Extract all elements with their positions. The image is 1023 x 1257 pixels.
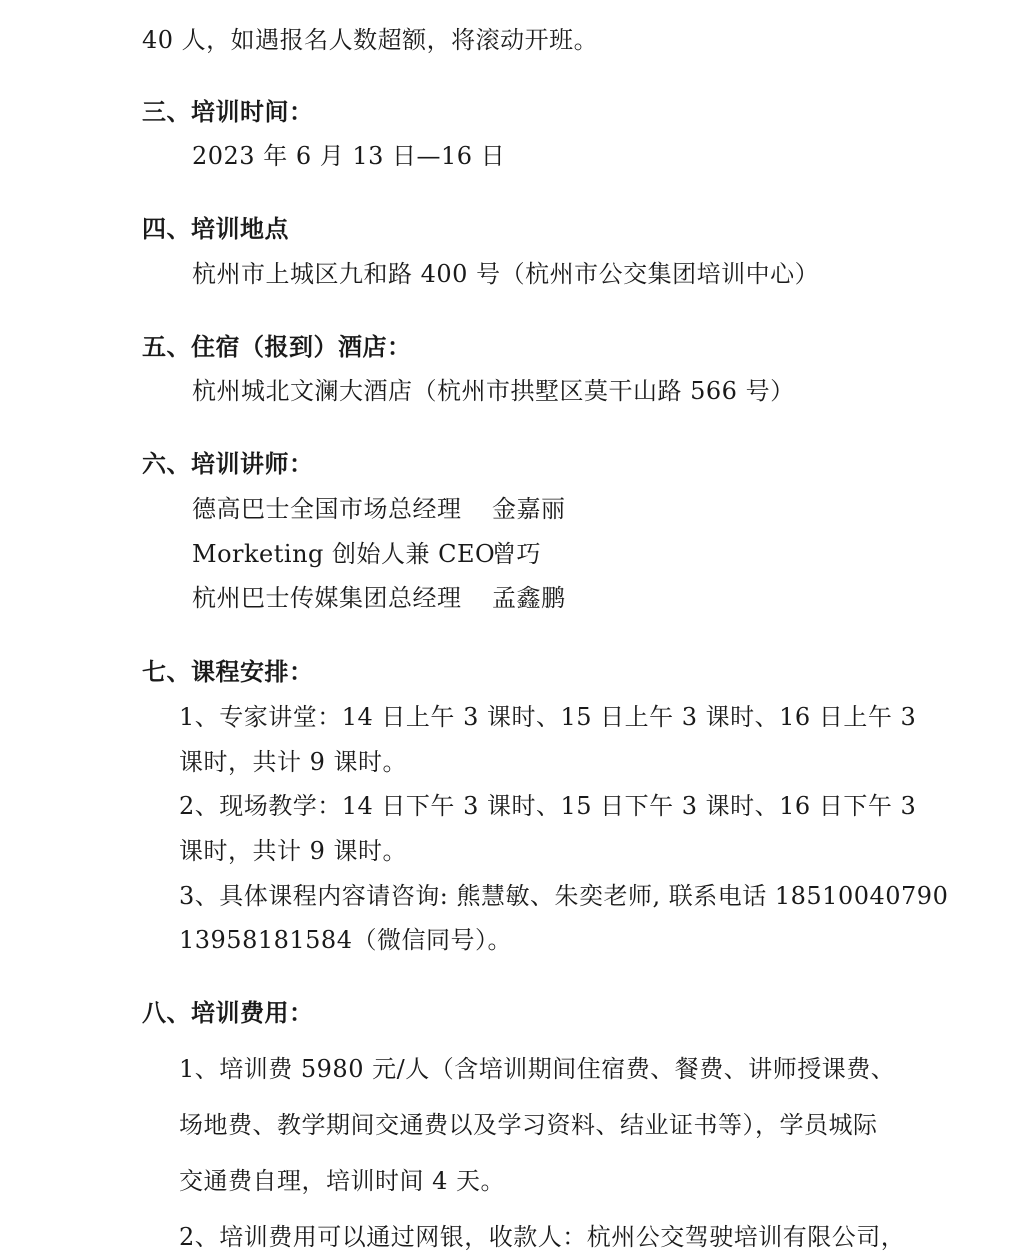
training-time-text: 2023 年 6 月 13 日—16 日 bbox=[192, 142, 506, 170]
schedule-line: 13958181584（微信同号）。 bbox=[179, 926, 512, 954]
section-heading-schedule: 七、课程安排： bbox=[142, 658, 314, 686]
teacher-name: 孟鑫鹏 bbox=[492, 584, 566, 612]
section-heading-fees: 八、培训费用： bbox=[142, 999, 314, 1027]
teacher-role: Morketing 创始人兼 CEO bbox=[192, 540, 496, 568]
teacher-name: 曾巧 bbox=[492, 540, 541, 568]
teacher-role: 杭州巴士传媒集团总经理 bbox=[192, 584, 462, 612]
schedule-line: 课时，共计 9 课时。 bbox=[179, 837, 408, 865]
fees-line: 交通费自理，培训时间 4 天。 bbox=[179, 1167, 506, 1195]
hotel-text: 杭州城北文澜大酒店（杭州市拱墅区莫干山路 566 号） bbox=[192, 377, 795, 405]
schedule-line: 2、现场教学：14 日下午 3 课时、15 日下午 3 课时、16 日下午 3 bbox=[179, 792, 917, 820]
teacher-row bbox=[192, 494, 566, 524]
section-heading-teachers: 六、培训讲师： bbox=[142, 450, 314, 478]
section-heading-location: 四、培训地点 bbox=[142, 215, 289, 243]
schedule-line: 3、具体课程内容请咨询: 熊慧敏、朱奕老师, 联系电话 18510040790 bbox=[179, 882, 949, 910]
teacher-row bbox=[192, 583, 566, 613]
intro-line: 40 人，如遇报名人数超额，将滚动开班。 bbox=[142, 26, 599, 54]
fees-line: 场地费、教学期间交通费以及学习资料、结业证书等），学员城际 bbox=[179, 1111, 878, 1139]
teacher-name: 金嘉丽 bbox=[492, 495, 566, 523]
section-heading-hotel: 五、住宿（报到）酒店： bbox=[142, 333, 412, 361]
teacher-role: 德高巴士全国市场总经理 bbox=[192, 495, 462, 523]
schedule-line: 1、专家讲堂：14 日上午 3 课时、15 日上午 3 课时、16 日上午 3 bbox=[179, 703, 917, 731]
training-location-text: 杭州市上城区九和路 400 号（杭州市公交集团培训中心） bbox=[192, 260, 820, 288]
section-heading-time: 三、培训时间： bbox=[142, 98, 314, 126]
fees-line: 2、培训费用可以通过网银，收款人：杭州公交驾驶培训有限公司， bbox=[179, 1223, 906, 1251]
teacher-row bbox=[192, 539, 541, 569]
schedule-line: 课时，共计 9 课时。 bbox=[179, 748, 408, 776]
fees-line: 1、培训费 5980 元/人（含培训期间住宿费、餐费、讲师授课费、 bbox=[179, 1055, 896, 1083]
